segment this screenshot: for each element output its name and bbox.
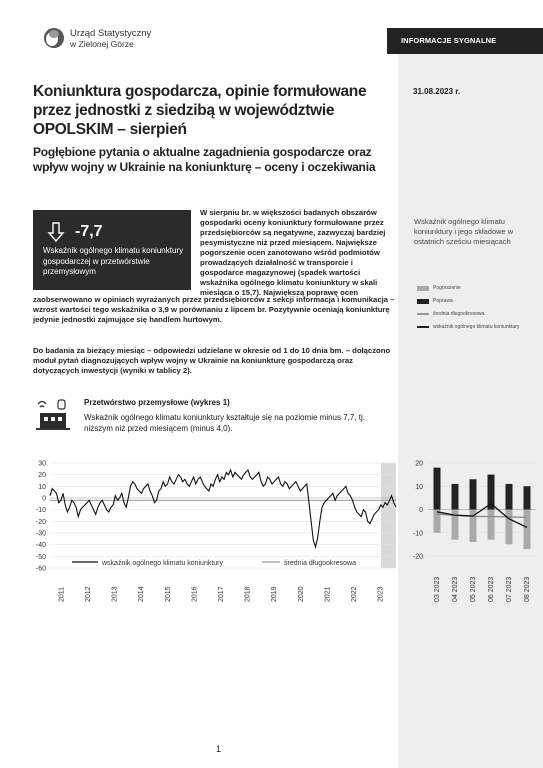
- y-tick-label: 10: [415, 483, 423, 491]
- x-tick-label: 2015: [164, 586, 172, 602]
- x-tick-label: 04 2023: [452, 576, 459, 602]
- legend-label: średnia długookresowa: [433, 311, 485, 317]
- x-tick-label: 07 2023: [506, 576, 513, 602]
- side-chart-title: Wskaźnik ogólnego klimatu koniunktury i jego składowe w ostatnich sześciu miesiącach: [414, 217, 514, 246]
- logo-line2: w Zielonej Górze: [70, 39, 134, 49]
- logo-line1: Urząd Statystyczny: [70, 28, 152, 39]
- bar-better: [434, 468, 441, 510]
- factory-icon: [36, 396, 72, 432]
- publication-date: 31.08.2023 r.: [413, 87, 461, 96]
- sidebar-panel: [398, 54, 543, 768]
- x-tick-label: 2021: [324, 586, 332, 602]
- x-tick-label: 2019: [271, 586, 279, 602]
- legend-item-longterm: [417, 311, 484, 317]
- kpi-value: -7,7: [75, 223, 103, 240]
- bar-worse: [434, 510, 441, 533]
- kpi-box: [33, 210, 191, 290]
- bar-better: [452, 484, 459, 510]
- x-tick-label: 2022: [351, 586, 359, 602]
- y-tick-label: -50: [35, 553, 46, 561]
- y-tick-label: 10: [38, 483, 46, 491]
- legend-label: Poprawa: [433, 298, 453, 304]
- intro-paragraph-cont: zaobserwowano w opiniach wyrażanych przez przedsiębiorców z sekcji informacja i komunikacja – wzrost wartości tego wskaźnika o 3,9 w porównaniu z lipcem br. Pozytywnie oceniają koniunkturę jedynie jednostki zajmujące się handlem hurtowym.: [33, 295, 395, 324]
- x-tick-label: 2011: [58, 586, 66, 602]
- legend-swatch-gray: [417, 286, 429, 291]
- y-tick-label: 0: [42, 495, 46, 503]
- legend-label-indicator: wskaźnik ogólnego klimatu koniunktury: [102, 560, 224, 567]
- page-title: Koniunktura gospodarcza, opinie formułowane przez jednostki z siedzibą w województwie OPOLSKIM – sierpień: [33, 83, 367, 138]
- x-tick-label: 06 2023: [488, 576, 495, 602]
- x-tick-label: 2013: [111, 586, 119, 602]
- section-heading: Przetwórstwo przemysłowe (wykres 1): [84, 398, 230, 407]
- kpi-label: Wskaźnik ogólnego klimatu koniunktury gospodarczej w przetwórstwie przemysłowym: [43, 246, 184, 276]
- y-tick-label: -40: [35, 542, 46, 550]
- y-tick-label: 20: [38, 472, 46, 480]
- highlight-band: [381, 463, 396, 568]
- bar-worse: [524, 510, 531, 550]
- legend-swatch-dark: [417, 299, 429, 304]
- page-subtitle: Pogłębione pytania o aktualne zagadnienia gospodarcze oraz wpływ wojny w Ukrainie na koniunkturę – oceny i oczekiwania: [33, 145, 376, 174]
- y-tick-label: -60: [35, 565, 46, 573]
- page-number: 1: [216, 744, 222, 754]
- series-line-indicator: [50, 470, 396, 547]
- publication-badge: INFORMACJE SYGNALNE: [387, 28, 543, 54]
- legend-item-better: [417, 298, 453, 304]
- x-tick-label: 08 2023: [524, 576, 531, 602]
- module-paragraph: Do badania za bieżący miesiąc – odpowiedzi udzielane w okresie od 1 do 10 dnia bm. – dołączono moduł pytań diagnozujących wpływ wojny w Ukrainie na koniunkturę gospodarczą oraz dotyczących inwestycji (wyniki w tablicy 2).: [33, 346, 391, 375]
- x-tick-label: 2016: [191, 586, 199, 602]
- x-tick-label: 2012: [84, 586, 92, 602]
- bar-better: [524, 486, 531, 509]
- legend-label: wskaźnik ogólnego klimatu koniunktury: [433, 324, 520, 330]
- logo-text: [70, 29, 151, 49]
- bar-better: [506, 484, 513, 510]
- main-line-chart: [28, 455, 400, 605]
- y-tick-label: -20: [412, 553, 423, 561]
- intro-paragraph: W sierpniu br. w większości badanych obszarów gospodarki oceny koniunktury formułowane przez przedsiębiorców są negatywne, zazwyczaj bardziej pesymistyczne niż przed miesiącem. Największe pogorszenie ocen zanotowano wśród podmiotów prowadzących działalność w transporcie i gospodarce magazynowej (spadek wartości wskaźnika ogólnego klimatu koniunktury w skali miesiąca o 15,7). Największą poprawę ocen: [200, 208, 386, 297]
- y-tick-label: 30: [38, 460, 46, 468]
- legend-swatch-line-gray: [417, 313, 429, 315]
- y-tick-label: 0: [419, 507, 423, 514]
- y-tick-label: 20: [415, 460, 423, 468]
- y-tick-label: -20: [35, 518, 46, 526]
- legend-label: Pogorszenie: [433, 285, 461, 291]
- x-tick-label: 2020: [297, 586, 305, 602]
- x-tick-label: 03 2023: [434, 576, 441, 602]
- bar-better: [470, 479, 477, 509]
- legend-item-indicator: [417, 324, 519, 330]
- legend-item-worse: [417, 285, 461, 291]
- legend-swatch-line-dark: [417, 326, 429, 328]
- legend-label-longterm: średnia długookresowa: [284, 560, 356, 567]
- x-tick-label: 2023: [377, 586, 385, 602]
- y-tick-label: -10: [35, 507, 46, 515]
- y-tick-label: -10: [412, 530, 423, 538]
- logo-icon: [42, 26, 66, 50]
- bar-worse: [488, 510, 495, 540]
- x-tick-label: 2018: [244, 586, 252, 602]
- x-tick-label: 2017: [218, 586, 225, 602]
- side-bar-chart: [398, 455, 543, 605]
- y-tick-label: -30: [35, 530, 46, 538]
- bar-worse: [506, 510, 513, 545]
- x-tick-label: 05 2023: [470, 576, 477, 602]
- x-tick-label: 2014: [138, 586, 146, 602]
- arrow-down-icon: [47, 222, 65, 242]
- section-text: Wskaźnik ogólnego klimatu koniunktury kształtuje się na poziomie minus 7,7, tj. niższym niż przed miesiącem (minus 4,0).: [84, 413, 366, 433]
